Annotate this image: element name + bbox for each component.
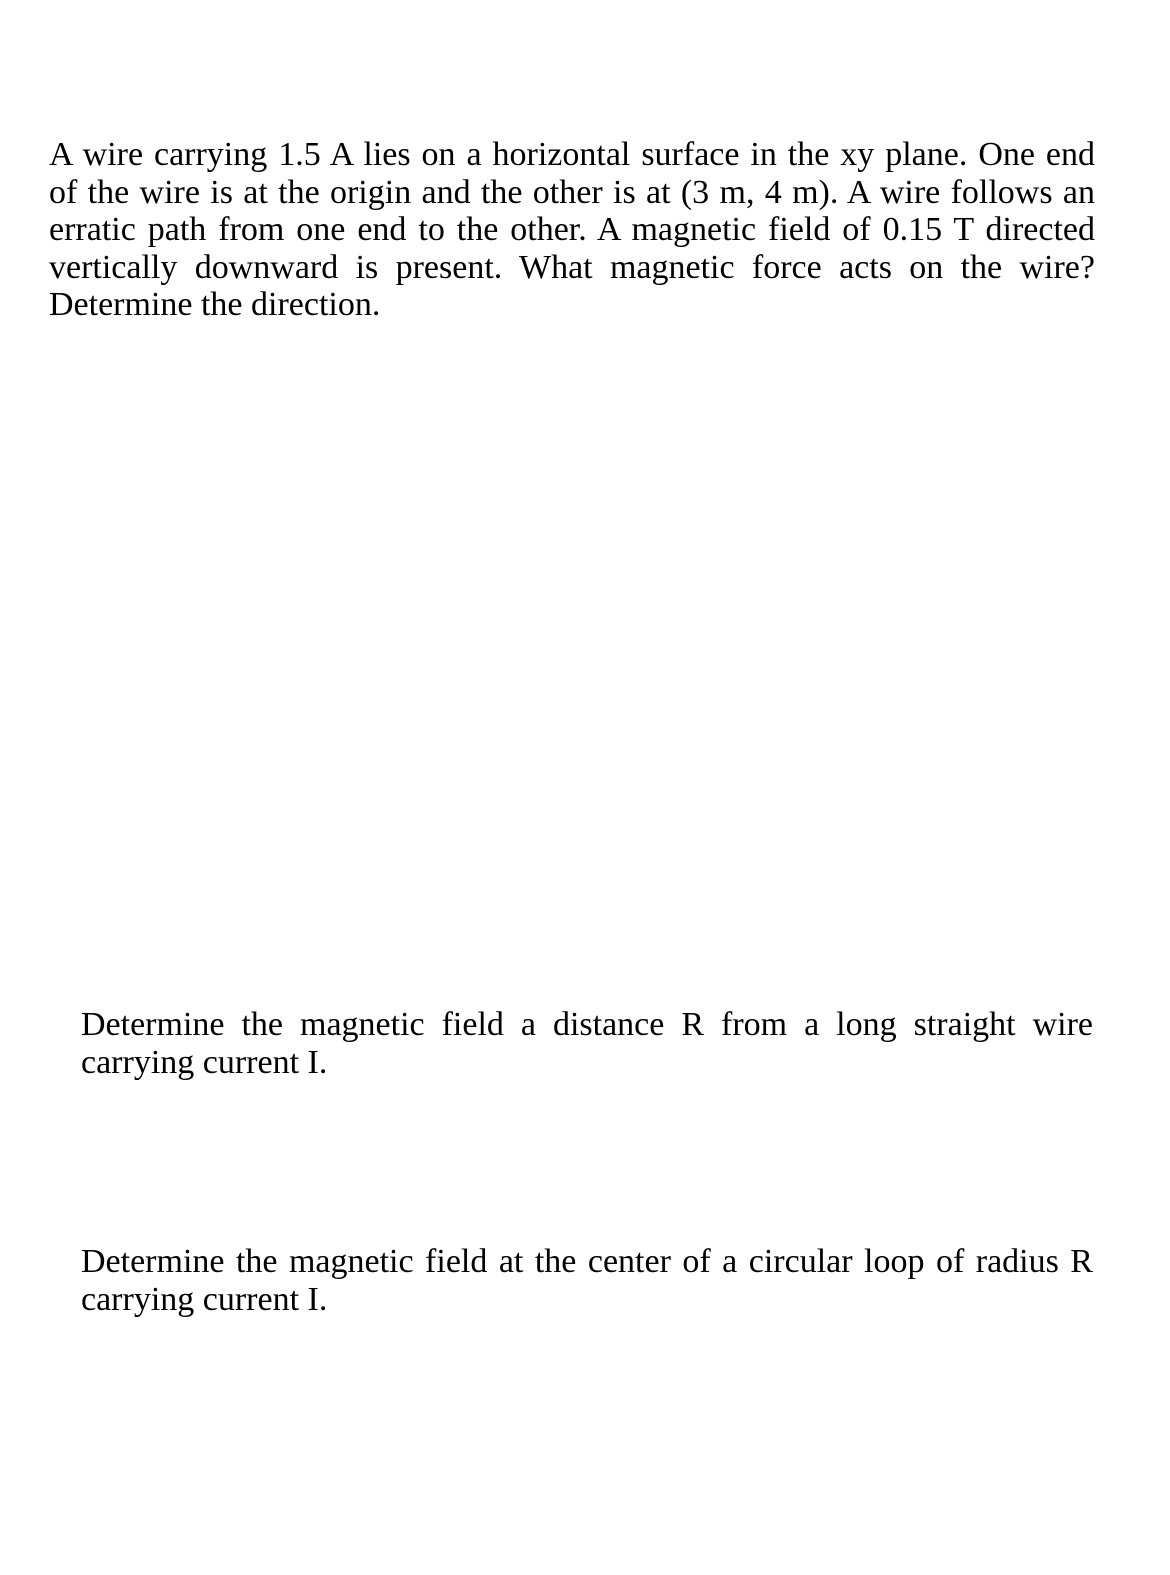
problem-straight-wire-field: Determine the magnetic field a distance R from a long straight wire carrying current I. [81, 1006, 1093, 1081]
problem-circular-loop-field: Determine the magnetic field at the center of a circular loop of radius R carrying current I. [81, 1243, 1093, 1318]
problem-wire-force: A wire carrying 1.5 A lies on a horizontal surface in the xy plane. One end of the wire is at the origin and the other is at (3 m, 4 m). A wire follows an erratic path from one end to the other. A magnetic field of 0.15 T directed vertically downward is present. What magnetic force acts on the wire? Determine the direction. [49, 136, 1095, 323]
